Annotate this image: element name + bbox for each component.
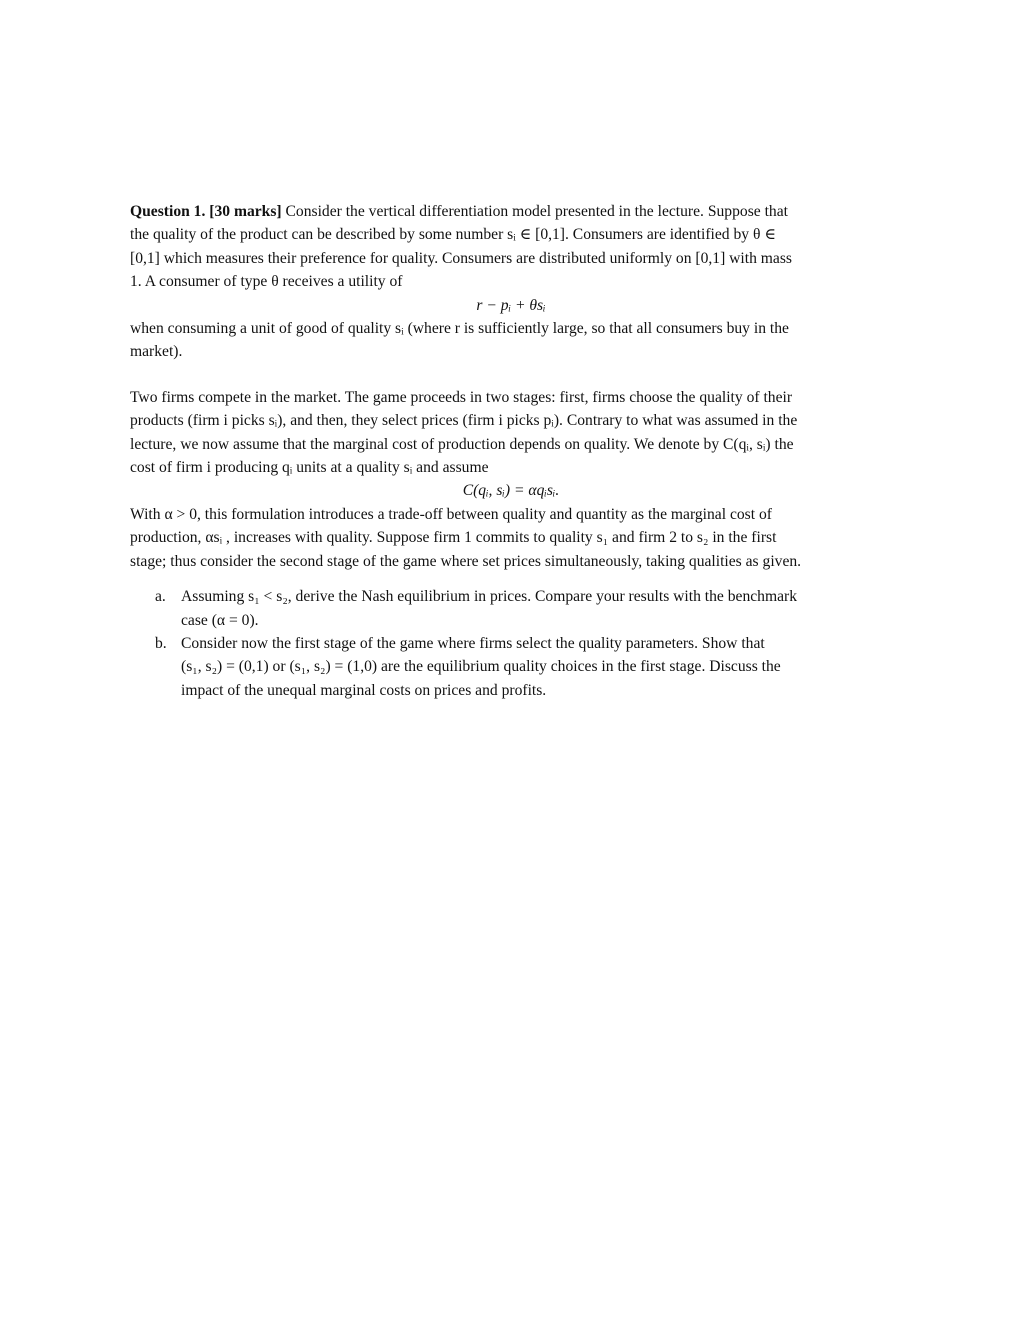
intro-line: [0,1] which measures their preference for quality. Consumers are distributed uniformly on [0,1] with mass — [130, 249, 792, 267]
part-line: Consider now the first stage of the game where firms select the quality parameters. Show that — [181, 634, 765, 652]
part-line: Assuming s₁ < s₂, derive the Nash equilibrium in prices. Compare your results with the benchmark — [181, 588, 798, 606]
intro-line: 1. A consumer of type θ receives a utility of — [130, 273, 403, 291]
firms-line: stage; thus consider the second stage of the game where set prices simultaneously, taking qualities as given. — [130, 552, 802, 570]
firms-line: production, αsᵢ , increases with quality. Suppose firm 1 commits to quality s₁ and firm 2 to s₂ in the first — [130, 529, 777, 547]
firms-paragraph — [130, 386, 872, 573]
intro-line: the quality of the product can be described by some number sᵢ ∈ [0,1]. Consumers are identified by θ ∈ — [130, 226, 776, 244]
firms-line: Two firms compete in the market. The game proceeds in two stages: first, firms choose the quality of their — [130, 388, 793, 406]
intro-text: Consider the vertical differentiation model presented in the lecture. Suppose that — [281, 203, 788, 220]
intro-line: when consuming a unit of good of quality sᵢ (where r is sufficiently large, so that all consumers buy in the — [130, 320, 789, 338]
firms-line: products (firm i picks sᵢ), and then, they select prices (firm i picks pᵢ). Contrary to what was assumed in the — [130, 412, 798, 430]
part-marker: b. — [155, 634, 167, 652]
question-title: Question 1. [30 marks] — [130, 203, 282, 220]
firms-line: With α > 0, this formulation introduces a trade-off between quality and quantity as the marginal cost of — [130, 505, 772, 523]
question-part-a — [130, 585, 872, 632]
utility-equation: r − pᵢ + θsᵢ — [476, 296, 546, 314]
part-line: impact of the unequal marginal costs on prices and profits. — [181, 681, 547, 699]
firms-line: lecture, we now assume that the marginal cost of production depends on quality. We denote by C(qᵢ, sᵢ) the — [130, 435, 794, 453]
part-marker: a. — [155, 588, 166, 606]
intro-line — [130, 200, 872, 223]
part-line: case (α = 0). — [181, 611, 259, 629]
question-document — [130, 200, 872, 702]
question-part-b — [130, 632, 872, 702]
paragraph-spacer — [130, 364, 872, 386]
intro-line: market). — [130, 343, 183, 361]
part-line: (s₁, s₂) = (0,1) or (s₁, s₂) = (1,0) are the equilibrium quality choices in the first stage. Discuss the — [181, 658, 781, 676]
question-parts-list — [130, 585, 872, 702]
intro-paragraph — [130, 200, 872, 364]
firms-line: cost of firm i producing qᵢ units at a quality sᵢ and assume — [130, 459, 489, 477]
cost-equation: C(qᵢ, sᵢ) = αqᵢsᵢ. — [462, 482, 560, 500]
